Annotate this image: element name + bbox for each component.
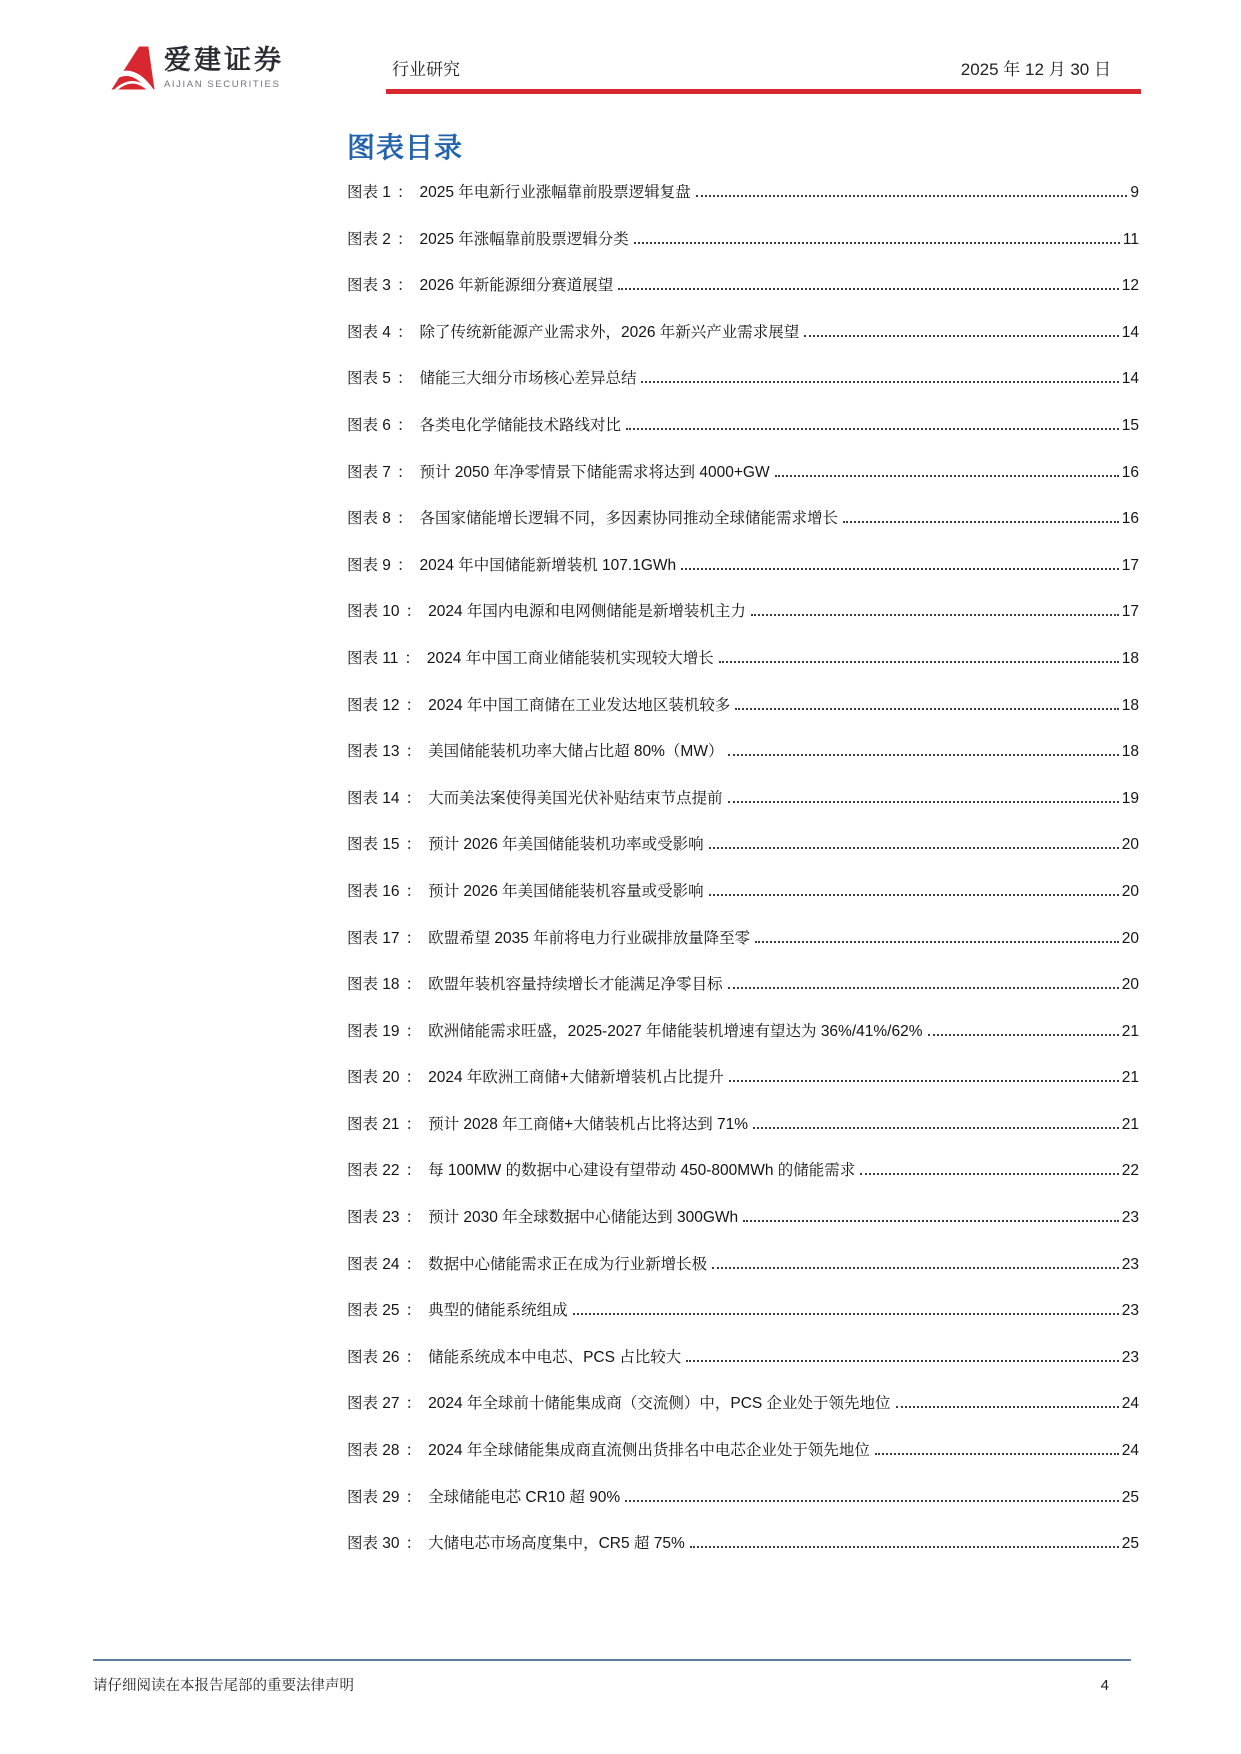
dot-leader bbox=[875, 1453, 1119, 1455]
header-right bbox=[386, 55, 1141, 94]
toc-entry-label: 图表 20 bbox=[347, 1069, 400, 1087]
toc-entry-separator: ： bbox=[396, 230, 413, 248]
toc-entry-separator: ： bbox=[404, 649, 420, 667]
toc-entry-label: 图表 13 bbox=[347, 743, 400, 761]
dot-leader bbox=[751, 614, 1119, 616]
toc-entry-label: 图表 16 bbox=[347, 882, 400, 900]
dot-leader bbox=[843, 521, 1119, 523]
toc-entry-label: 图表 2 bbox=[347, 230, 391, 248]
toc-entry[interactable] bbox=[347, 413, 1139, 460]
dot-leader bbox=[728, 801, 1119, 803]
toc-entry-separator: ： bbox=[396, 184, 413, 201]
toc-entry-label: 图表 6 bbox=[347, 416, 391, 434]
toc-entry-title: 2024 年国内电源和电网侧储能是新增装机主力 bbox=[428, 603, 746, 621]
toc-entry-label: 图表 11 bbox=[347, 649, 399, 667]
report-date: 2025 年 12 月 30 日 bbox=[960, 60, 1111, 79]
toc-entry-label: 图表 30 bbox=[347, 1535, 400, 1553]
toc-entry-label: 图表 14 bbox=[347, 789, 400, 807]
header-divider-rule bbox=[386, 89, 1141, 94]
toc-entry-page-number: 16 bbox=[1121, 463, 1139, 481]
toc-entry-label: 图表 3 bbox=[347, 277, 391, 295]
toc-entry-separator: ： bbox=[396, 556, 413, 574]
toc-entry-label: 图表 8 bbox=[347, 510, 391, 528]
toc-entry-title: 预计 2026 年美国储能装机容量或受影响 bbox=[428, 882, 704, 900]
dot-leader bbox=[728, 754, 1118, 756]
toc-entry-title: 每 100MW 的数据中心建设有望带动 450-800MWh 的储能需求 bbox=[428, 1162, 856, 1180]
toc-entry-page-number: 20 bbox=[1121, 836, 1139, 854]
toc-entry-title: 除了传统新能源产业需求外，2026 年新兴产业需求展望 bbox=[419, 323, 800, 341]
toc-entry-label: 图表 26 bbox=[347, 1348, 400, 1366]
toc-entry[interactable] bbox=[347, 879, 1139, 926]
toc-entry-separator: ： bbox=[405, 1348, 422, 1366]
brand-logo bbox=[110, 42, 338, 94]
toc-entry-label: 图表 19 bbox=[347, 1022, 400, 1040]
toc-entry-label: 图表 24 bbox=[347, 1255, 400, 1273]
toc-entry-page-number: 19 bbox=[1121, 789, 1139, 807]
dot-leader bbox=[696, 195, 1128, 197]
toc-entry-page-number: 21 bbox=[1121, 1069, 1139, 1087]
toc-entry[interactable] bbox=[347, 1438, 1139, 1485]
dot-leader bbox=[753, 1127, 1119, 1129]
toc-entry[interactable] bbox=[347, 506, 1139, 553]
toc-entry-page-number: 24 bbox=[1121, 1395, 1139, 1413]
toc-entry-separator: ： bbox=[396, 323, 413, 341]
toc-entry-label: 图表 4 bbox=[347, 323, 391, 341]
toc-entry[interactable] bbox=[347, 926, 1139, 973]
toc-entry-title: 储能三大细分市场核心差异总结 bbox=[419, 370, 637, 388]
toc-entry-separator: ： bbox=[405, 1162, 422, 1180]
toc-entry-title: 美国储能装机功率大储占比超 80%（MW） bbox=[428, 743, 724, 761]
toc-entry-separator: ： bbox=[396, 510, 413, 528]
toc-entry[interactable] bbox=[347, 832, 1139, 879]
toc-entry-title: 全球储能电芯 CR10 超 90% bbox=[428, 1488, 621, 1506]
toc-entry-page-number: 24 bbox=[1121, 1442, 1139, 1460]
toc-entry-page-number: 9 bbox=[1130, 184, 1139, 201]
dot-leader bbox=[928, 1034, 1119, 1036]
toc-entry-label: 图表 5 bbox=[347, 370, 391, 388]
toc-entry-separator: ： bbox=[405, 976, 422, 994]
toc-entry-page-number: 23 bbox=[1121, 1255, 1139, 1273]
toc-entry-label: 图表 28 bbox=[347, 1442, 400, 1460]
toc-title: 图表目录 bbox=[347, 132, 464, 163]
dot-leader bbox=[728, 987, 1119, 989]
toc-entry-page-number: 18 bbox=[1121, 743, 1139, 761]
toc-entry-separator: ： bbox=[405, 836, 422, 854]
toc-entry-separator: ： bbox=[405, 1209, 422, 1227]
toc-entry-title: 预计 2030 年全球数据中心储能达到 300GWh bbox=[428, 1209, 739, 1227]
toc-entry-page-number: 18 bbox=[1121, 696, 1139, 714]
dot-leader bbox=[804, 335, 1119, 337]
footer-disclaimer: 请仔细阅读在本报告尾部的重要法律声明 bbox=[93, 1678, 354, 1694]
toc-entry[interactable] bbox=[347, 1065, 1139, 1112]
dot-leader bbox=[686, 1360, 1118, 1362]
section-label: 行业研究 bbox=[392, 60, 460, 79]
toc-entry-label: 图表 21 bbox=[347, 1115, 400, 1133]
toc-entry-separator: ： bbox=[396, 416, 413, 434]
toc-entry-page-number: 15 bbox=[1121, 416, 1139, 434]
dot-leader bbox=[860, 1173, 1118, 1175]
toc-entry[interactable] bbox=[347, 1252, 1139, 1299]
toc-entry-separator: ： bbox=[405, 1488, 422, 1506]
toc-entry-label: 图表 17 bbox=[347, 929, 400, 947]
dot-leader bbox=[573, 1313, 1119, 1315]
toc-entry-page-number: 21 bbox=[1121, 1022, 1139, 1040]
toc-entry-separator: ： bbox=[405, 1069, 422, 1087]
dot-leader bbox=[709, 894, 1119, 896]
dot-leader bbox=[709, 847, 1119, 849]
toc-entry-title: 2024 年全球储能集成商直流侧出货排名中电芯企业处于领先地位 bbox=[428, 1442, 870, 1460]
toc-entry-page-number: 16 bbox=[1121, 510, 1139, 528]
toc-entry-separator: ： bbox=[405, 1302, 422, 1320]
toc-entry-separator: ： bbox=[405, 789, 422, 807]
toc-entry-separator: ： bbox=[405, 929, 422, 947]
toc-entry-title: 欧盟年装机容量持续增长才能满足净零目标 bbox=[428, 976, 723, 994]
toc-entry[interactable] bbox=[347, 599, 1139, 646]
toc-entry-page-number: 23 bbox=[1121, 1302, 1139, 1320]
toc-entry-label: 图表 29 bbox=[347, 1488, 400, 1506]
toc-entry-label: 图表 7 bbox=[347, 463, 391, 481]
report-header bbox=[110, 42, 1141, 94]
dot-leader bbox=[896, 1406, 1119, 1408]
toc-entry-page-number: 21 bbox=[1121, 1115, 1139, 1133]
page-content bbox=[347, 126, 1139, 1578]
brand-text bbox=[164, 46, 284, 90]
toc-entry[interactable] bbox=[347, 227, 1139, 274]
toc-entry-page-number: 18 bbox=[1121, 649, 1139, 667]
toc-entry-title: 大而美法案使得美国光伏补贴结束节点提前 bbox=[428, 789, 723, 807]
toc-entry-label: 图表 23 bbox=[347, 1209, 400, 1227]
toc-entry-label: 图表 18 bbox=[347, 976, 400, 994]
toc-entry[interactable] bbox=[347, 460, 1139, 507]
toc-entry[interactable] bbox=[347, 693, 1139, 740]
toc-entry[interactable] bbox=[347, 273, 1139, 320]
toc-entry-title: 2026 年新能源细分赛道展望 bbox=[419, 277, 614, 295]
toc-entry-title: 大储电芯市场高度集中，CR5 超 75% bbox=[428, 1535, 685, 1553]
toc-entry-label: 图表 9 bbox=[347, 556, 391, 574]
toc-entry-page-number: 25 bbox=[1121, 1488, 1139, 1506]
toc-entry-separator: ： bbox=[405, 696, 422, 714]
dot-leader bbox=[626, 428, 1119, 430]
toc-entry-page-number: 17 bbox=[1121, 603, 1139, 621]
toc-entry-page-number: 11 bbox=[1122, 230, 1139, 248]
toc-entry[interactable] bbox=[347, 1298, 1139, 1345]
dot-leader bbox=[735, 708, 1118, 710]
toc-entry-title: 2024 年中国储能新增装机 107.1GWh bbox=[419, 556, 677, 574]
dot-leader bbox=[729, 1080, 1119, 1082]
toc-entry-title: 数据中心储能需求正在成为行业新增长极 bbox=[428, 1255, 708, 1273]
toc-entry-separator: ： bbox=[405, 1115, 422, 1133]
toc-entry[interactable] bbox=[347, 1019, 1139, 1066]
toc-entry-title: 2024 年欧洲工商储+大储新增装机占比提升 bbox=[428, 1069, 724, 1087]
dot-leader bbox=[712, 1267, 1119, 1269]
toc-entry-page-number: 14 bbox=[1121, 370, 1139, 388]
toc-entry-title: 预计 2028 年工商储+大储装机占比将达到 71% bbox=[428, 1115, 749, 1133]
toc-entry-title: 2024 年中国工商储在工业发达地区装机较多 bbox=[428, 696, 731, 714]
toc-entry-title: 2024 年中国工商业储能装机实现较大增长 bbox=[426, 649, 714, 667]
toc-entry-page-number: 17 bbox=[1121, 556, 1139, 574]
toc-entry-page-number: 20 bbox=[1121, 882, 1139, 900]
toc-entry-separator: ： bbox=[405, 743, 422, 761]
toc-entry-title: 储能系统成本中电芯、PCS 占比较大 bbox=[428, 1348, 682, 1366]
toc-entry-page-number: 12 bbox=[1121, 277, 1139, 295]
toc-entry-separator: ： bbox=[405, 1535, 422, 1553]
dot-leader bbox=[618, 288, 1119, 290]
toc-entry-separator: ： bbox=[405, 1442, 422, 1460]
aijian-logo-icon bbox=[110, 42, 156, 94]
dot-leader bbox=[641, 381, 1118, 383]
toc-entry[interactable] bbox=[347, 320, 1139, 367]
toc-entry-title: 预计 2026 年美国储能装机功率或受影响 bbox=[428, 836, 704, 854]
toc-entry-title: 欧洲储能需求旺盛，2025-2027 年储能装机增速有望达为 36%/41%/62% bbox=[428, 1022, 923, 1040]
toc-entry-separator: ： bbox=[396, 277, 413, 295]
toc-entry[interactable] bbox=[347, 646, 1139, 693]
footer-page-number: 4 bbox=[1100, 1677, 1109, 1694]
dot-leader bbox=[755, 941, 1119, 943]
toc-entry-title: 各国家储能增长逻辑不同，多因素协同推动全球储能需求增长 bbox=[419, 510, 838, 528]
dot-leader bbox=[634, 242, 1120, 244]
toc-entry-page-number: 20 bbox=[1121, 929, 1139, 947]
toc-entry-label: 图表 27 bbox=[347, 1395, 400, 1413]
toc-entry[interactable] bbox=[347, 1345, 1139, 1392]
dot-leader bbox=[625, 1500, 1119, 1502]
toc-entry-separator: ： bbox=[396, 370, 413, 388]
toc-entry-page-number: 23 bbox=[1121, 1209, 1139, 1227]
toc-entry-separator: ： bbox=[405, 603, 422, 621]
toc-entry-title: 欧盟希望 2035 年前将电力行业碳排放量降至零 bbox=[428, 929, 751, 947]
dot-leader bbox=[719, 661, 1119, 663]
toc-entry[interactable] bbox=[347, 366, 1139, 413]
toc-entry-title: 2024 年全球前十储能集成商（交流侧）中，PCS 企业处于领先地位 bbox=[428, 1395, 891, 1413]
toc-entry[interactable] bbox=[347, 972, 1139, 1019]
toc-entry[interactable] bbox=[347, 1112, 1139, 1159]
toc-entry-page-number: 23 bbox=[1121, 1348, 1139, 1366]
toc-entry-title: 2025 年涨幅靠前股票逻辑分类 bbox=[419, 230, 629, 248]
toc-entry[interactable] bbox=[347, 739, 1139, 786]
toc-entry-title: 2025 年电新行业涨幅靠前股票逻辑复盘 bbox=[419, 184, 691, 201]
dot-leader bbox=[743, 1220, 1119, 1222]
toc-entry[interactable] bbox=[347, 1205, 1139, 1252]
toc-entry[interactable] bbox=[347, 180, 1139, 227]
toc-entry[interactable] bbox=[347, 1158, 1139, 1205]
toc-entry-label: 图表 25 bbox=[347, 1302, 400, 1320]
toc-entry[interactable] bbox=[347, 786, 1139, 833]
toc-entry-page-number: 22 bbox=[1121, 1162, 1139, 1180]
toc-entry-label: 图表 22 bbox=[347, 1162, 400, 1180]
toc-entry-separator: ： bbox=[405, 1022, 422, 1040]
dot-leader bbox=[690, 1546, 1119, 1548]
toc-entry-page-number: 20 bbox=[1121, 976, 1139, 994]
toc-entry-label: 图表 10 bbox=[347, 603, 400, 621]
toc-entry[interactable] bbox=[347, 553, 1139, 600]
toc-entry-page-number: 25 bbox=[1121, 1535, 1139, 1553]
toc-entry[interactable] bbox=[347, 1485, 1139, 1532]
report-footer bbox=[93, 1659, 1131, 1695]
toc-entry-label: 图表 15 bbox=[347, 836, 400, 854]
toc-entry-title: 各类电化学储能技术路线对比 bbox=[419, 416, 621, 434]
dot-leader bbox=[681, 568, 1119, 570]
toc-entry-label: 图表 12 bbox=[347, 696, 400, 714]
toc-entry-label: 图表 1 bbox=[347, 184, 391, 201]
toc-entry-page-number: 14 bbox=[1121, 323, 1139, 341]
toc-entry[interactable] bbox=[347, 1391, 1139, 1438]
toc-entry-separator: ： bbox=[396, 463, 413, 481]
toc-entry-title: 预计 2050 年净零情景下储能需求将达到 4000+GW bbox=[419, 463, 770, 481]
brand-name-en: AIJIAN SECURITIES bbox=[164, 78, 281, 90]
brand-name-cn: 爱建证券 bbox=[164, 45, 284, 76]
dot-leader bbox=[775, 475, 1119, 477]
toc-entry[interactable] bbox=[347, 1531, 1139, 1578]
toc-entry-separator: ： bbox=[405, 1395, 422, 1413]
toc-entry-separator: ： bbox=[405, 1255, 422, 1273]
figure-toc-list bbox=[347, 180, 1139, 1578]
toc-entry-separator: ： bbox=[405, 882, 422, 900]
toc-entry-title: 典型的储能系统组成 bbox=[428, 1302, 568, 1320]
